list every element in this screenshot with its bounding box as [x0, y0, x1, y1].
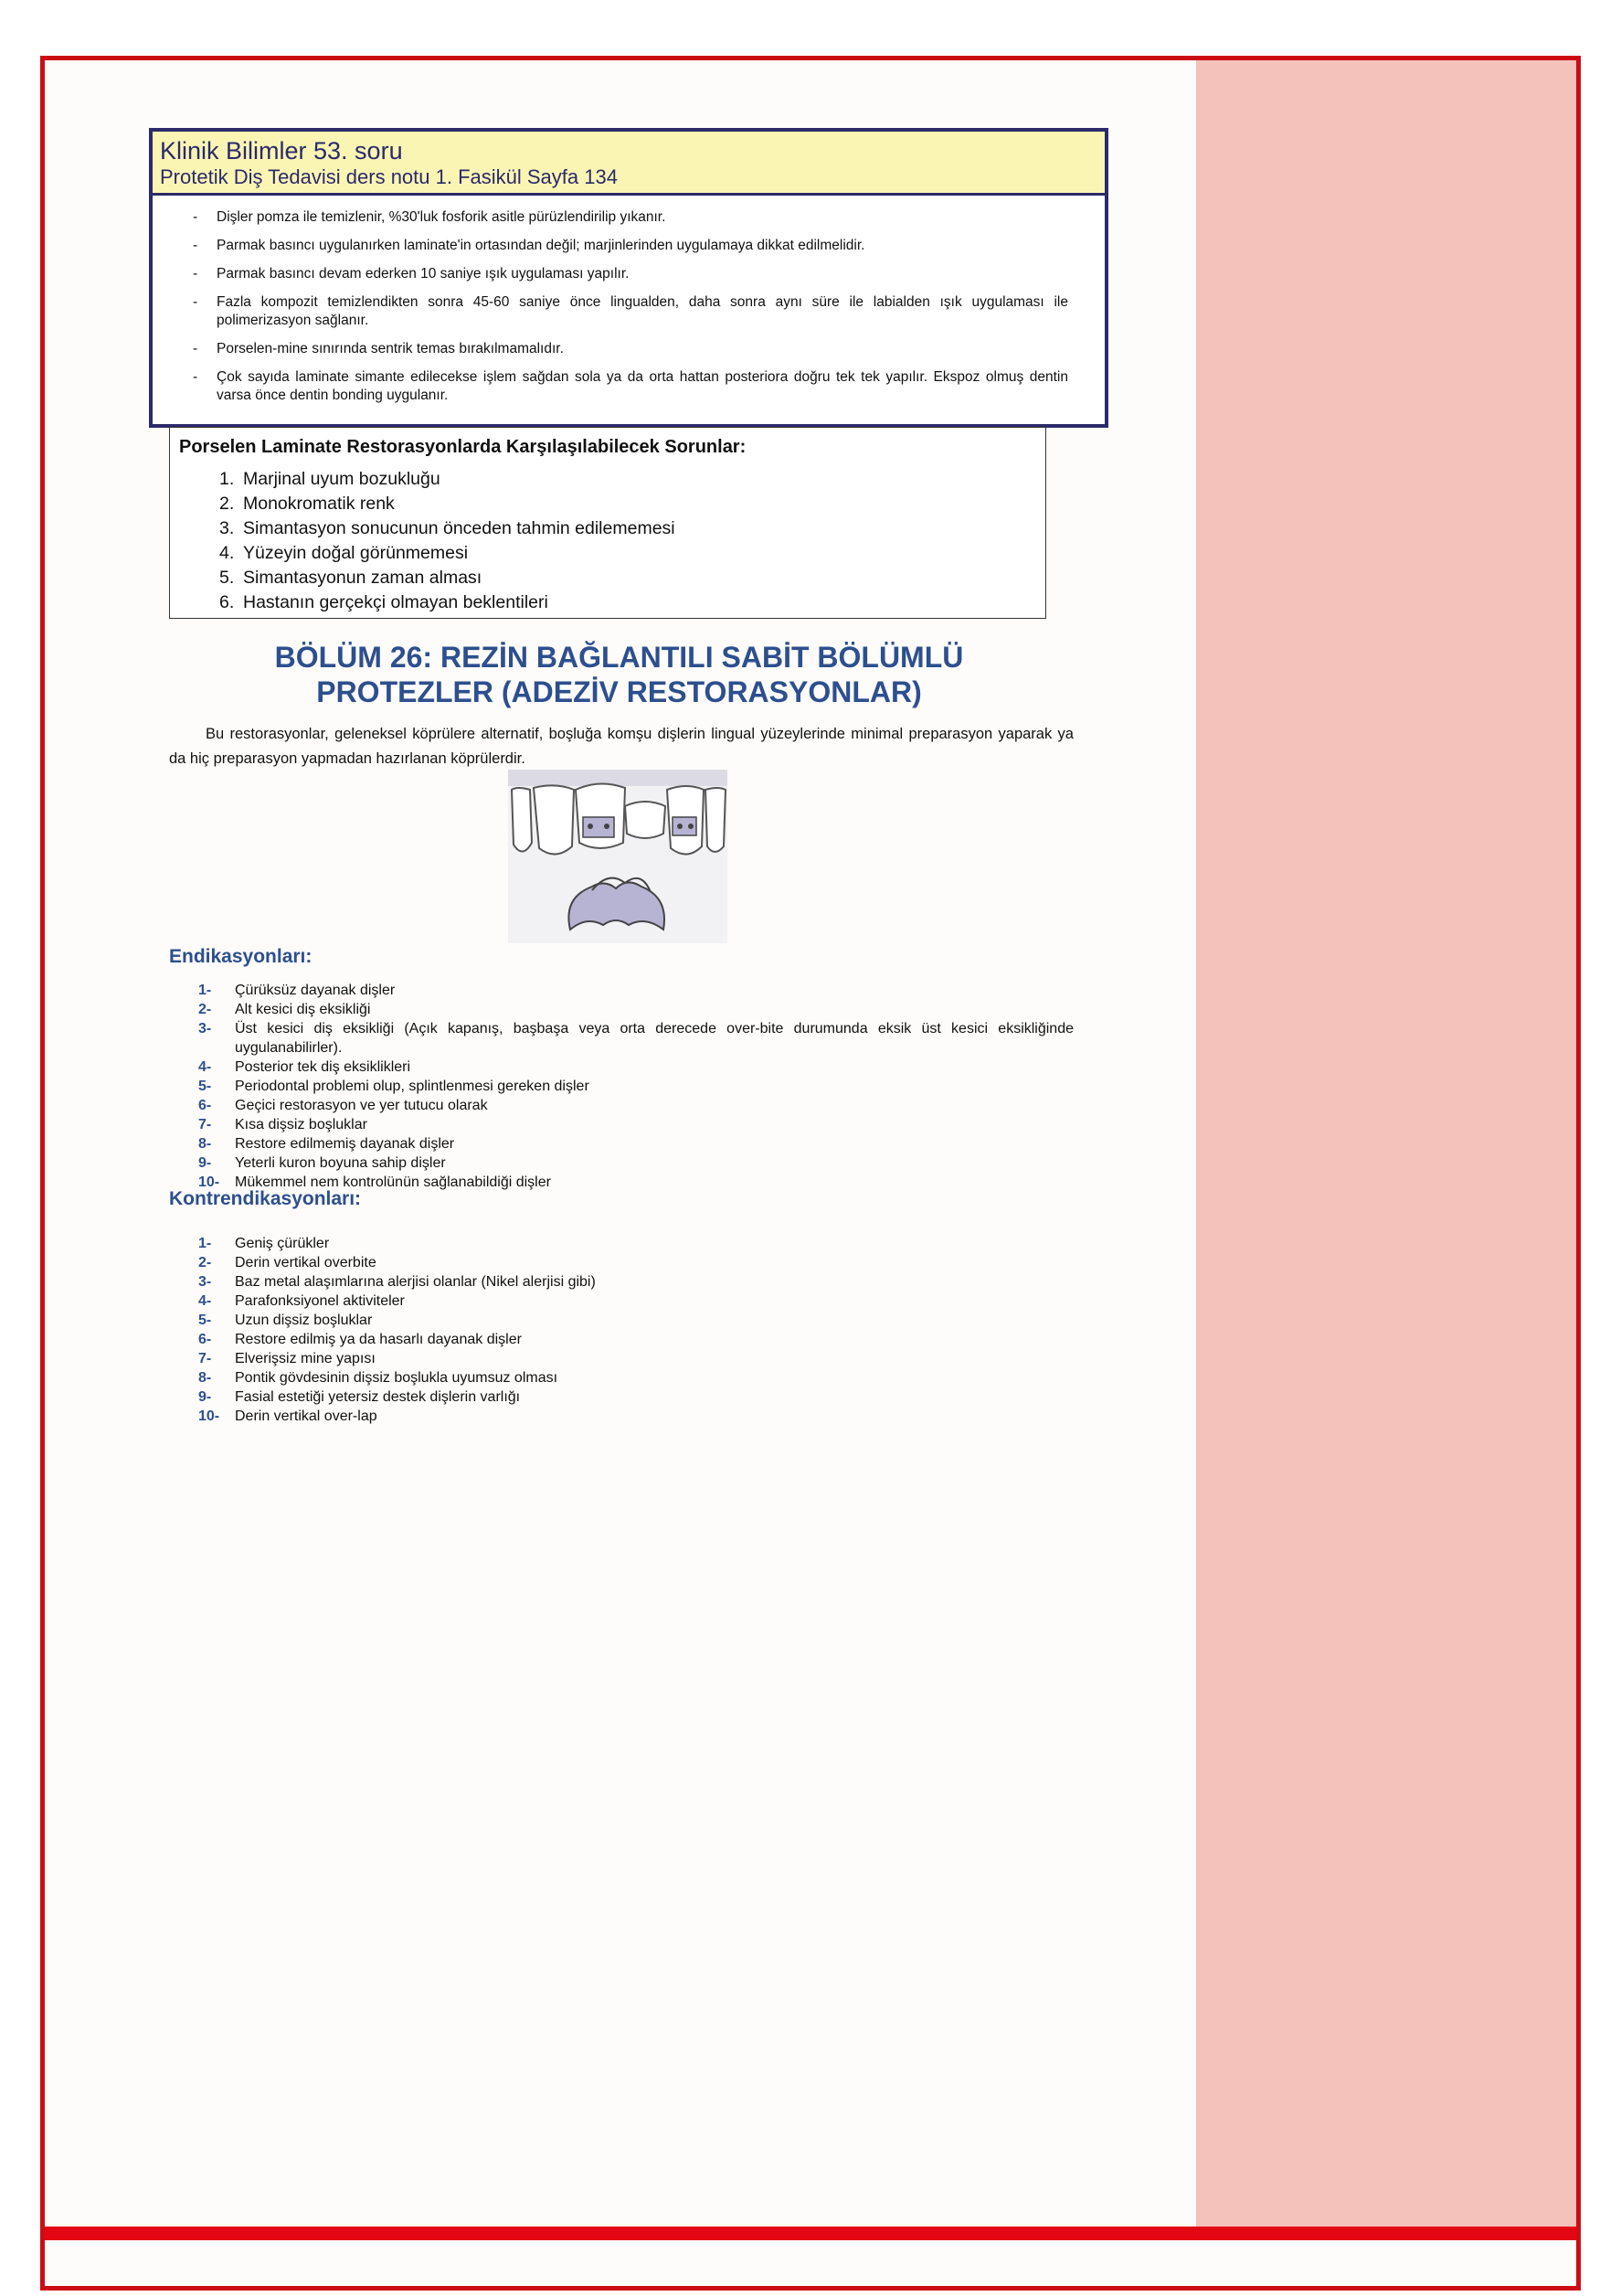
item-text: Monokromatik renk	[243, 494, 395, 514]
bottom-bar	[45, 2227, 1576, 2240]
item-number: 5.	[219, 568, 235, 588]
item-number: 8-	[198, 1136, 212, 1152]
reference-box	[149, 128, 1108, 428]
item-text: Elverişsiz mine yapısı	[235, 1351, 376, 1366]
section-title-line-2: PROTEZLER (ADEZİV RESTORASYONLAR)	[316, 675, 922, 708]
reference-body	[153, 196, 1105, 405]
item-text: Pontik gövdesinin dişsiz boşlukla uyumsuz olması	[235, 1370, 558, 1386]
list-item	[169, 1058, 1074, 1077]
list-item	[179, 467, 1036, 492]
item-text: Simantasyon sonucunun önceden tahmin edilememesi	[243, 518, 675, 538]
list-item	[169, 1153, 1074, 1173]
item-text: Geniş çürükler	[235, 1236, 330, 1251]
item-text: Baz metal alaşımlarına alerjisi olanlar (Nikel alerjisi gibi)	[235, 1274, 596, 1290]
item-number: 3-	[198, 1274, 212, 1290]
reference-subtitle: Protetik Diş Tedavisi ders notu 1. Fasikül Sayfa 134	[160, 165, 618, 188]
list-item	[169, 1000, 1074, 1019]
item-number: 2-	[198, 1255, 212, 1270]
list-item	[169, 1311, 1074, 1330]
list-item	[169, 1292, 1074, 1311]
reference-title: Klinik Bilimler 53. soru	[160, 137, 403, 165]
item-text: Üst kesici diş eksikliği (Açık kapanış, başbaşa veya orta derecede over-bite durumunda eksik üst kesici eksikliğinde uygulanabilirler).	[235, 1021, 1074, 1056]
item-number: 9-	[198, 1389, 212, 1405]
item-number: 5-	[198, 1313, 212, 1328]
item-text: Geçici restorasyon ve yer tutucu olarak	[235, 1098, 488, 1113]
item-text: Periodontal problemi olup, splintlenmesi gereken dişler	[235, 1079, 589, 1094]
item-text: Kısa dişsiz boşluklar	[235, 1117, 367, 1132]
item-text: Marjinal uyum bozukluğu	[243, 469, 440, 489]
list-item	[169, 1253, 1074, 1272]
dash-item: - Çok sayıda laminate simante edilecekse işlem sağdan sola ya da orta hattan posteriora doğru tek tek yapılır. Ekspoz olmuş dentin varsa önce dentin bonding uygulanır.	[189, 368, 1068, 405]
item-text: Simantasyonun zaman alması	[243, 568, 482, 588]
item-number: 6.	[219, 592, 235, 612]
dash-item: - Porselen-mine sınırında sentrik temas bırakılmamalıdır.	[189, 340, 1068, 358]
item-text: Restore edilmemiş dayanak dişler	[235, 1136, 455, 1152]
list-item	[179, 590, 1036, 615]
list-item	[169, 1019, 1074, 1058]
list-item	[169, 1096, 1074, 1115]
item-text: Derin vertikal overbite	[235, 1255, 376, 1270]
item-text: Fasial estetiği yetersiz destek dişlerin varlığı	[235, 1389, 521, 1405]
list-item	[169, 1387, 1074, 1407]
item-text: Hastanın gerçekçi olmayan beklentileri	[243, 592, 548, 612]
list-item	[179, 541, 1036, 566]
item-number: 1.	[219, 469, 235, 489]
item-text: Alt kesici diş eksikliği	[235, 1002, 371, 1017]
list-item	[169, 1407, 1074, 1426]
section-title-line-1: BÖLÜM 26: REZİN BAĞLANTILI SABİT BÖLÜMLÜ	[274, 641, 964, 674]
item-text: Çürüksüz dayanak dişler	[235, 983, 396, 998]
item-number: 5-	[198, 1079, 212, 1094]
list-item	[169, 1134, 1074, 1153]
item-number: 10-	[198, 1175, 220, 1190]
list-item	[169, 1077, 1074, 1096]
list-item	[169, 1272, 1074, 1292]
item-number: 6-	[198, 1098, 212, 1113]
item-number: 7-	[198, 1117, 212, 1132]
item-number: 8-	[198, 1370, 212, 1386]
list-item	[179, 516, 1036, 541]
list-item	[179, 566, 1036, 590]
list-item	[169, 1330, 1074, 1349]
item-text: Derin vertikal over-lap	[235, 1408, 377, 1424]
item-number: 10-	[198, 1408, 220, 1424]
indications-title: Endikasyonları:	[169, 946, 313, 967]
item-text: Posterior tek diş eksiklikleri	[235, 1059, 411, 1075]
list-item	[179, 492, 1036, 516]
item-text: Yüzeyin doğal görünmemesi	[243, 543, 469, 563]
item-number: 6-	[198, 1332, 212, 1347]
dash-item: - Parmak basıncı devam ederken 10 saniye ışık uygulaması yapılır.	[189, 265, 1068, 283]
item-number: 2.	[219, 494, 235, 514]
dash-item: - Fazla kompozit temizlendikten sonra 45-60 saniye önce lingualden, daha sonra aynı süre ile labialden ışık uygulaması ile polimerizasyon sağlanır.	[189, 293, 1068, 330]
item-text: Parafonksiyonel aktiviteler	[235, 1293, 405, 1309]
item-number: 2-	[198, 1002, 212, 1017]
item-text: Mükemmel nem kontrolünün sağlanabildiği dişler	[235, 1175, 551, 1190]
item-text: Uzun dişsiz boşluklar	[235, 1313, 373, 1328]
contraindications-title: Kontrendikasyonları:	[169, 1188, 362, 1209]
list-item	[169, 1368, 1074, 1387]
indications-list	[169, 981, 1074, 1192]
dash-item: - Dişler pomza ile temizlenir, %30'luk fosforik asitle pürüzlendirilip yıkanır.	[189, 208, 1068, 227]
item-number: 3.	[219, 518, 235, 538]
item-number: 9-	[198, 1155, 212, 1171]
list-item	[169, 1349, 1074, 1368]
section-title	[169, 640, 1069, 709]
item-number: 1-	[198, 983, 212, 998]
problems-title: Porselen Laminate Restorasyonlarda Karşılaşılabilecek Sorunlar:	[179, 437, 747, 457]
item-number: 4-	[198, 1293, 212, 1309]
item-number: 4-	[198, 1059, 212, 1075]
item-number: 3-	[198, 1021, 212, 1036]
item-number: 1-	[198, 1236, 212, 1251]
intro-paragraph: Bu restorasyonlar, geleneksel köprülere alternatif, boşluğa komşu dişlerin lingual yüzeylerinde minimal preparasyon yaparak ya da hiç preparasyon yapmadan hazırlanan köprülerdir.	[169, 726, 1074, 767]
right-margin-panel	[1196, 60, 1576, 2227]
item-text: Restore edilmiş ya da hasarlı dayanak dişler	[235, 1332, 522, 1347]
list-item	[169, 1115, 1074, 1134]
reference-header	[153, 132, 1105, 196]
teeth-drawing	[508, 770, 727, 943]
item-number: 4.	[219, 543, 235, 563]
dash-item: - Parmak basıncı uygulanırken laminate'in ortasından değil; marjinlerinden uygulamaya dikkat edilmelidir.	[189, 237, 1068, 255]
bridge-illustration	[508, 770, 727, 943]
problems-box	[169, 427, 1046, 619]
item-text: Yeterli kuron boyuna sahip dişler	[235, 1155, 446, 1171]
item-number: 7-	[198, 1351, 212, 1366]
list-item	[169, 1234, 1074, 1253]
contraindications-list	[169, 1234, 1074, 1426]
list-item	[169, 981, 1074, 1000]
